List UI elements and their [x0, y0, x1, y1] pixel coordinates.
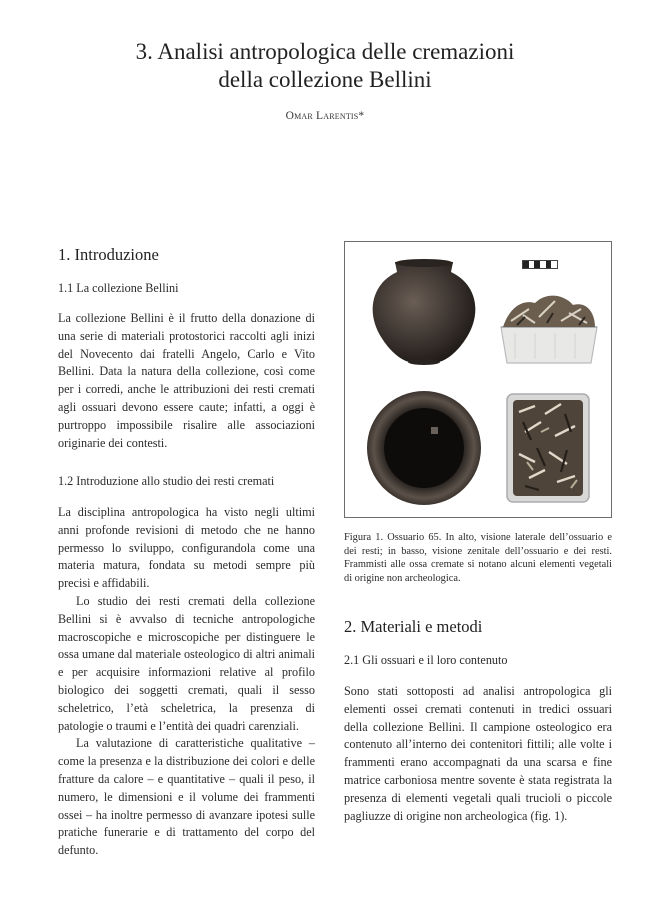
paragraph: La valutazione di caratteristiche qualitative – come la presenza e la distribuzione dei colori e delle fratture da calore – e quantitative – quali il peso, il numero, le dimensioni e il volume dei frammenti ossei – ha inoltre permesso di avanzare ipotesi sulle pratiche funerarie e di trattamento del corpo del defunto.: [58, 736, 315, 858]
author-name: Omar Larentis*: [285, 110, 365, 122]
paragraph: La disciplina antropologica ha visto negli ultimi anni profonde revisioni di metodo che ne hanno permesso lo sviluppo, configurandola come una materia matura, fondata su metodi sempre più precisi e affidabili.: [58, 505, 315, 591]
subsection-1-1-body: [58, 310, 315, 452]
section-1-heading: 1. Introduzione: [58, 245, 159, 264]
remains-top-photo: [505, 392, 591, 504]
ossuary-side-photo: [365, 254, 483, 368]
caption-text: Figura 1. Ossuario 65. In alto, visione laterale dell’ossuario e dei resti; in basso, visione zenitale dell’ossuario e dei resti. Frammisti alle ossa cremate si notano alcuni elementi vegetali di origine non archeologica.: [344, 532, 612, 584]
subsection-2-1-heading: 2.1 Gli ossuari e il loro contenuto: [344, 653, 508, 667]
scale-bar: [522, 260, 558, 269]
subsection-2-1-body: [344, 683, 612, 825]
ossuary-top-photo: [365, 387, 483, 509]
figure-1-caption: [344, 531, 612, 585]
subsection-1-2-body: [58, 504, 315, 860]
title-line-1: 3. Analisi antropologica delle cremazioni: [135, 39, 515, 64]
subsection-1-1-heading: 1.1 La collezione Bellini: [58, 281, 179, 295]
paragraph: La collezione Bellini è il frutto della donazione di una serie di materiali protostorici raccolti agli inizi del Novecento dai fratelli Angelo, Carlo e Vito Bellini. Data la natura della collezione, così come per i corredi, anche le attribuzioni dei resti cremati agli ossuari devono essere caute; infatti, a oggi è purtroppo impossibile risalire alle associazioni originarie dei contesti.: [58, 311, 315, 450]
subsection-1-2-heading: 1.2 Introduzione allo studio dei resti cremati: [58, 474, 275, 488]
paragraph: Sono stati sottoposti ad analisi antropologica gli elementi ossei cremati contenuti in tredici ossuari della collezione Bellini. Il campione osteologico era contenuto all’interno dei contenitori fittili; alle volte i frammenti erano accompagnati da una scarsa e fine matrice carboniosa mentre sovente è stata registrata la presenza di elementi vegetali quali trucioli o piccole pagliuzze di origine non archeologica (fig. 1).: [344, 684, 612, 823]
paragraph: Lo studio dei resti cremati della collezione Bellini si è avvalso di tecniche antropologiche macroscopiche e microscopiche per distinguere le ossa umane dal materiale osteologico di altri animali e per acquisire informazioni relative al profilo biologico dei soggetti cremati, quali il sesso scheletrico, l’età scheletrica, la presenza di patologie o traumi e l’entità dei quadri carenziali.: [58, 593, 315, 733]
title-line-2: della collezione Bellini: [218, 67, 432, 92]
figure-1: [344, 241, 612, 518]
page-title: [0, 38, 650, 94]
remains-box-photo: [495, 287, 603, 367]
section-2-heading: 2. Materiali e metodi: [344, 617, 483, 636]
